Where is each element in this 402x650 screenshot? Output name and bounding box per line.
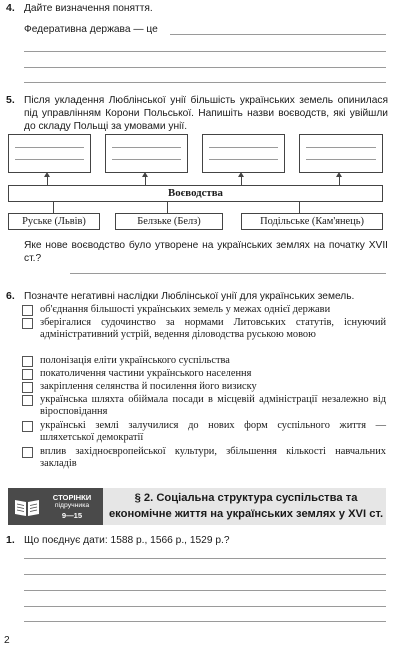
q6-checkbox-1[interactable] <box>22 305 33 316</box>
textbook-pages-badge <box>8 488 103 525</box>
q1-answer-line-1[interactable] <box>24 558 386 559</box>
voivodeship-belzke-label: Белзьке (Белз) <box>137 216 201 227</box>
q6-option-6: українська шляхта обіймала посади в місцевій адміністрації незалежно від віросповідання <box>22 394 386 419</box>
q1-answer-line-3[interactable] <box>24 590 386 591</box>
badge-subtitle: підручника <box>54 502 90 509</box>
voivodeship-podilske-box <box>241 213 383 230</box>
q1-answer-line-2[interactable] <box>24 574 386 575</box>
arrow-up-2 <box>142 172 148 177</box>
q5-text: Після укладення Люблінської унії більшість українських земель опинилася під управлінням Корони Польської. Напишіть назви воєводств, які увійшли до складу Польщі за умовами унії. <box>24 95 388 132</box>
voivodeship-ruske-box <box>8 213 100 230</box>
badge-title: СТОРІНКИ <box>52 493 92 502</box>
q6-checkbox-4[interactable] <box>22 369 33 380</box>
voivodeship-answer-box-4[interactable] <box>299 134 383 173</box>
q6-checkbox-2[interactable] <box>22 318 33 329</box>
voivodeship-answer-box-3[interactable] <box>202 134 285 173</box>
q6-option-3: полонізація еліти українського суспільства <box>22 355 386 367</box>
connector-down-1 <box>53 202 54 213</box>
voivodeship-ruske-label: Руське (Львів) <box>22 216 86 227</box>
voivodeships-center-box <box>8 185 383 202</box>
section-title-line-1: § 2. Соціальна структура суспільства та <box>134 492 358 504</box>
voivodeships-label: Воєводства <box>168 187 223 199</box>
section-title-line-2: економічне життя на українських землях у XVI ст. <box>108 508 384 520</box>
q6-checkbox-3[interactable] <box>22 356 33 367</box>
q4-prompt: Федеративна держава — це <box>24 24 158 35</box>
badge-pages: 9—15 <box>61 511 83 520</box>
q4-answer-line-2[interactable] <box>24 51 386 52</box>
arrow-up-1 <box>44 172 50 177</box>
q6-checkbox-7[interactable] <box>22 421 33 432</box>
q1-number: 1. <box>6 534 15 546</box>
q4-instruction: Дайте визначення поняття. <box>24 3 153 14</box>
q6-option-7: українські землі залучилися до нових форм суспільного життя — шляхетської демократії <box>22 420 386 445</box>
connector-up-3 <box>241 176 242 185</box>
q6-instruction: Позначте негативні наслідки Люблінської унії для українських земель. <box>24 291 355 302</box>
q6-option-5: закріплення селянства й посилення його визиску <box>22 381 386 393</box>
q6-option-8: вплив західноєвропейської культури, збільшення кількості навчальних закладів <box>22 446 386 471</box>
q6-option-1: об'єднання більшості українських земель у межах однієї держави <box>22 304 386 316</box>
q1-answer-line-5[interactable] <box>24 621 386 622</box>
q6-checkbox-5[interactable] <box>22 382 33 393</box>
q4-answer-line-4[interactable] <box>24 82 386 83</box>
q1-text: Що поєднує дати: 1588 р., 1566 р., 1529 р.? <box>24 535 230 546</box>
voivodeship-belzke-box <box>115 213 223 230</box>
arrow-up-4 <box>336 172 342 177</box>
q4-answer-line-1[interactable] <box>170 34 386 35</box>
q1-answer-line-4[interactable] <box>24 606 386 607</box>
connector-up-1 <box>47 176 48 185</box>
q6-number: 6. <box>6 290 15 302</box>
q6-option-4: покатоличення частини українського населення <box>22 368 386 380</box>
voivodeship-answer-box-1[interactable] <box>8 134 91 173</box>
q6-option-2: зберігалися судочинство за нормами Литовських статутів, існуючий адміністративний устрій, ведення діловодства руською мовою <box>22 317 386 342</box>
q5-followup-answer-line[interactable] <box>70 273 386 274</box>
connector-up-2 <box>145 176 146 185</box>
q5-number: 5. <box>6 94 15 106</box>
open-book-icon <box>14 497 40 517</box>
section-title <box>108 490 384 522</box>
connector-down-3 <box>299 202 300 213</box>
q5-followup: Яке нове воєводство було утворене на українських землях на початку XVII ст.? <box>24 240 388 264</box>
voivodeship-podilske-label: Подільське (Кам'янець) <box>260 216 364 227</box>
connector-up-4 <box>339 176 340 185</box>
q4-answer-line-3[interactable] <box>24 67 386 68</box>
connector-down-2 <box>167 202 168 213</box>
page-number: 2 <box>4 635 10 646</box>
arrow-up-3 <box>238 172 244 177</box>
q6-checkbox-6[interactable] <box>22 395 33 406</box>
q4-number: 4. <box>6 2 15 14</box>
voivodeship-answer-box-2[interactable] <box>105 134 188 173</box>
q6-checkbox-8[interactable] <box>22 447 33 458</box>
